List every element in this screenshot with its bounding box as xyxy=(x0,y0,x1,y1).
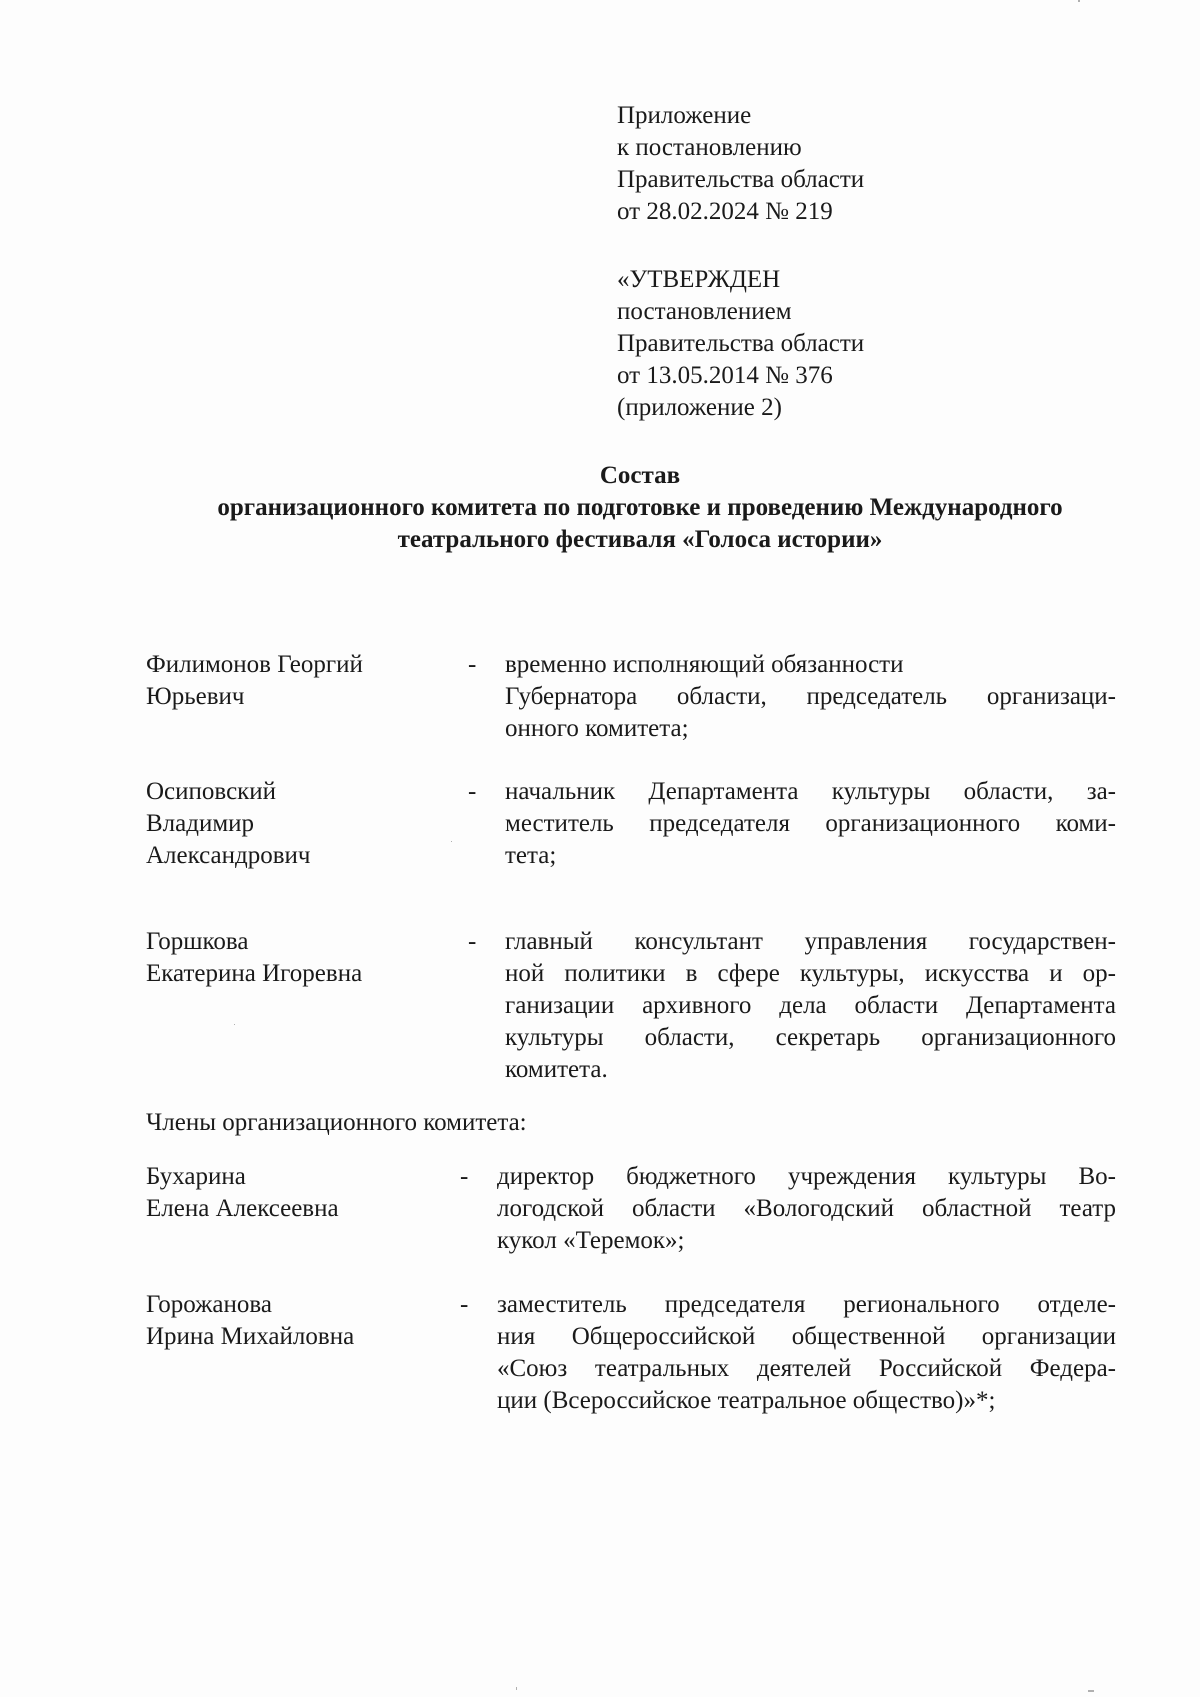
separator-dash: - xyxy=(468,928,477,955)
position-line: временно исполняющий обязанности xyxy=(505,651,904,678)
name-line: Горшкова xyxy=(146,928,249,955)
scan-speck xyxy=(1088,1690,1094,1692)
scan-speck xyxy=(234,1024,235,1025)
annex-line: к постановлению xyxy=(617,134,802,161)
member-position xyxy=(505,776,1116,872)
annex-line: Приложение xyxy=(617,102,752,129)
position-line: директор бюджетного учреждения культуры Во- xyxy=(497,1163,1116,1190)
position-line: культуры области, секретарь организационного xyxy=(505,1024,1116,1051)
member-position xyxy=(505,926,1116,1086)
name-line: Филимонов Георгий xyxy=(146,651,363,678)
position-line: ганизации архивного дела области Департамента xyxy=(505,992,1116,1019)
separator-dash: - xyxy=(460,1163,469,1190)
member-position xyxy=(497,1161,1116,1257)
member-name xyxy=(146,649,446,713)
annex-line: Правительства области xyxy=(617,166,865,193)
approval-stamp-text xyxy=(617,264,864,424)
approval-line: Правительства области xyxy=(617,330,865,357)
name-line: Горожанова xyxy=(146,1291,272,1318)
annex-header xyxy=(617,100,864,228)
member-name xyxy=(146,1161,446,1225)
member-position xyxy=(497,1289,1116,1417)
title-line: театрального фестиваля «Голоса истории» xyxy=(397,526,883,553)
member-name xyxy=(146,926,446,990)
position-line: тета; xyxy=(505,842,557,869)
position-line: Губернатора области, председатель организаци- xyxy=(505,683,1116,710)
separator-dash: - xyxy=(468,778,477,805)
name-line: Юрьевич xyxy=(146,683,245,710)
position-line: начальник Департамента культуры области, за- xyxy=(505,778,1116,805)
position-line: ции (Всероссийское театральное общество)»*; xyxy=(497,1387,996,1414)
name-line: Осиповский xyxy=(146,778,277,805)
scan-speck xyxy=(516,1687,517,1690)
position-line: ния Общероссийской общественной организации xyxy=(497,1323,1116,1350)
approval-line: (приложение 2) xyxy=(617,394,782,421)
position-line: комитета. xyxy=(505,1056,608,1083)
member-name xyxy=(146,776,446,872)
scan-speck xyxy=(1078,0,1080,2)
separator-dash: - xyxy=(468,651,477,678)
position-line: главный консультант управления государствен- xyxy=(505,928,1116,955)
separator-dash: - xyxy=(460,1291,469,1318)
position-line: ной политики в сфере культуры, искусства и ор- xyxy=(505,960,1116,987)
name-line: Александрович xyxy=(146,842,311,869)
approval-line: «УТВЕРЖДЕН xyxy=(617,266,781,293)
scan-speck xyxy=(451,841,452,842)
document-title xyxy=(100,460,1180,556)
approval-line: от 13.05.2014 № 376 xyxy=(617,362,833,389)
member-position xyxy=(505,649,1116,745)
position-line: онного комитета; xyxy=(505,715,689,742)
name-line: Ирина Михайловна xyxy=(146,1323,355,1350)
member-name xyxy=(146,1289,446,1353)
name-line: Бухарина xyxy=(146,1163,246,1190)
position-line: кукол «Теремок»; xyxy=(497,1227,685,1254)
position-line: «Союз театральных деятелей Российской Федера- xyxy=(497,1355,1116,1382)
position-line: заместитель председателя регионального отделе- xyxy=(497,1291,1116,1318)
members-section-heading: Члены организационного комитета: xyxy=(146,1109,527,1136)
approval-line: постановлением xyxy=(617,298,792,325)
title-line: Состав xyxy=(599,462,681,489)
name-line: Владимир xyxy=(146,810,255,837)
position-line: меститель председателя организационного коми- xyxy=(505,810,1116,837)
annex-line: от 28.02.2024 № 219 xyxy=(617,198,833,225)
name-line: Елена Алексеевна xyxy=(146,1195,339,1222)
position-line: логодской области «Вологодский областной театр xyxy=(497,1195,1116,1222)
name-line: Екатерина Игоревна xyxy=(146,960,363,987)
title-line: организационного комитета по подготовке и проведению Международного xyxy=(217,494,1063,521)
